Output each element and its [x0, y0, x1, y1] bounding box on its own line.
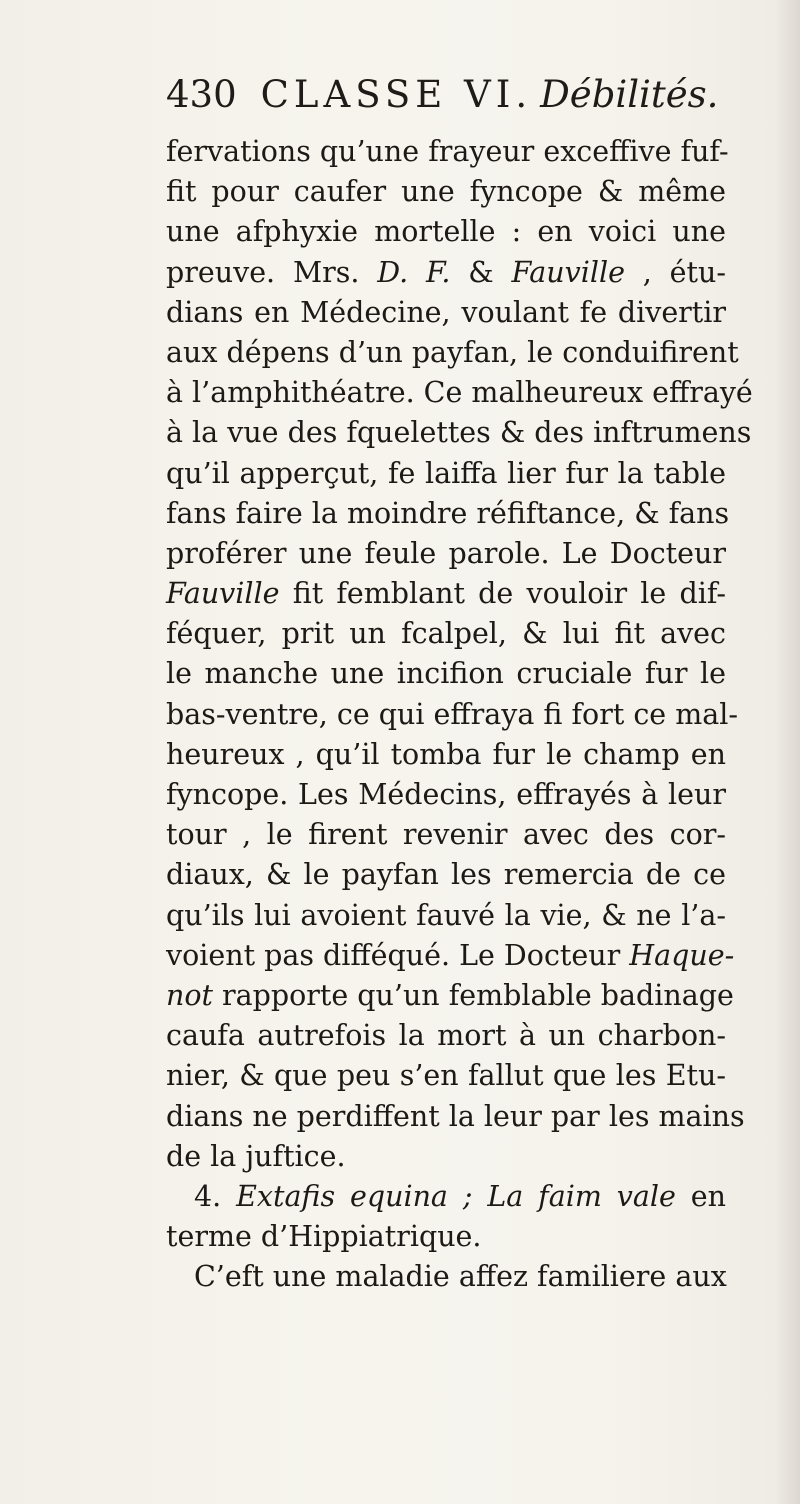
text-line	[166, 1097, 745, 1137]
text-line	[166, 253, 726, 293]
text-segment: 4.	[194, 1179, 237, 1213]
text-segment: à l’amphithéatre. Ce malheureux effrayé	[166, 376, 753, 410]
text-line	[166, 1257, 726, 1297]
page-edge-shadow	[774, 0, 800, 1504]
text-segment: féquer, prit un fcalpel, & lui fit avec	[166, 617, 726, 651]
text-segment: en	[675, 1179, 726, 1213]
text-segment: aux dépens d’un payfan, le conduifirent	[166, 335, 739, 369]
text-segment: , étu-	[624, 255, 726, 289]
text-line	[166, 976, 734, 1016]
text-segment: le manche une incifion cruciale fur le	[166, 657, 726, 691]
text-segment: fans faire la moindre réfiftance, & fans	[166, 496, 730, 530]
page-number: 430	[166, 73, 237, 116]
text-line	[166, 1056, 726, 1096]
text-segment: fit pour caufer une fyncope & même	[166, 175, 726, 209]
text-line	[166, 855, 726, 895]
text-line	[166, 172, 726, 212]
text-line	[166, 373, 753, 413]
running-header	[166, 73, 719, 116]
text-segment: caufa autrefois la mort à un charbon-	[166, 1019, 726, 1053]
text-segment: fervations qu’une frayeur exceffive fuf-	[166, 135, 729, 168]
text-segment: une afphyxie mortelle : en voici une	[166, 215, 726, 249]
text-line	[166, 454, 726, 494]
text-segment: &	[450, 255, 512, 289]
text-line	[166, 1016, 726, 1056]
text-segment: fit femblant de vouloir le dif-	[279, 577, 726, 611]
text-line	[166, 654, 726, 694]
text-segment: terme d’Hippiatrique.	[166, 1220, 482, 1254]
text-line	[166, 815, 726, 855]
italic-text: Fauville	[511, 255, 625, 289]
body-text	[166, 132, 753, 1297]
class-label: CLASSE VI.	[260, 73, 533, 116]
text-segment: de la juftice.	[166, 1139, 346, 1173]
text-line	[166, 936, 735, 976]
text-segment: à la vue des fquelettes & des inftrumens	[166, 416, 752, 450]
text-segment: diaux, & le payfan les remercia de ce	[166, 858, 726, 892]
italic-text: not	[166, 978, 213, 1012]
text-line	[166, 1217, 726, 1257]
italic-text: Extafis equina ; La faim vale	[236, 1179, 676, 1213]
text-segment: preuve. Mrs.	[166, 255, 378, 289]
text-line	[166, 132, 729, 172]
text-line	[166, 1137, 726, 1177]
text-segment: qu’ils lui avoient fauvé la vie, & ne l’a-	[166, 898, 726, 932]
text-line	[166, 1177, 726, 1217]
text-segment: C’eft une maladie affez familiere aux	[194, 1260, 727, 1294]
text-segment: voient pas difféqué. Le Docteur	[166, 938, 630, 972]
text-line	[166, 735, 726, 775]
text-line	[166, 494, 730, 534]
text-segment: qu’il apperçut, fe laiffa lier fur la table	[166, 456, 726, 490]
text-line	[166, 534, 726, 574]
italic-text: Haque-	[629, 938, 735, 972]
text-segment: rapporte qu’un femblable badinage	[212, 978, 734, 1012]
text-segment: proférer une feule parole. Le Docteur	[166, 536, 726, 570]
text-line	[166, 695, 738, 735]
text-line	[166, 413, 752, 453]
text-segment: bas-ventre, ce qui effraya fi fort ce mal-	[166, 697, 738, 731]
text-line	[166, 212, 726, 252]
text-segment: dians ne perdiffent la leur par les mains	[166, 1099, 745, 1133]
text-line	[166, 775, 726, 815]
text-line	[166, 574, 726, 614]
text-line	[166, 333, 739, 373]
text-line	[166, 293, 726, 333]
text-segment: nier, & que peu s’en fallut que les Etu-	[166, 1059, 726, 1093]
text-line	[166, 614, 726, 654]
italic-text: Fauville	[166, 577, 280, 611]
italic-text: D. F.	[377, 255, 451, 289]
section-title: Débilités.	[540, 73, 719, 116]
text-segment: fyncope. Les Médecins, effrayés à leur	[166, 778, 726, 811]
text-segment: dians en Médecine, voulant fe divertir	[166, 295, 726, 329]
text-segment: tour , le firent revenir avec des cor-	[166, 818, 726, 852]
text-segment: heureux , qu’il tomba fur le champ en	[166, 737, 726, 771]
text-line	[166, 896, 726, 936]
